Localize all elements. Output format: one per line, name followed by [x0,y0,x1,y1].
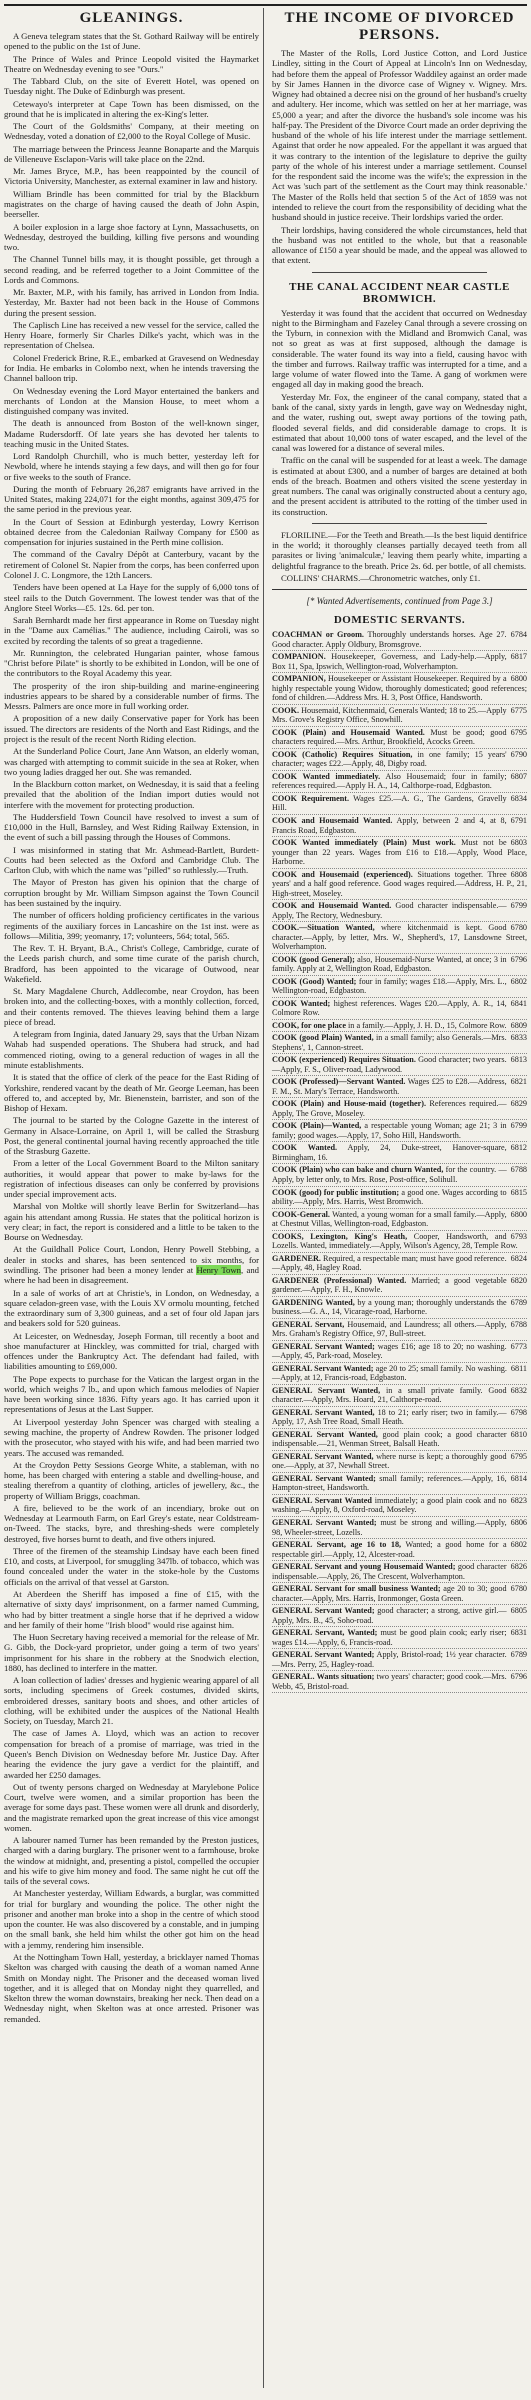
gleaning-paragraph: The Caplisch Line has received a new vessel for the service, called the Henry Hoare, formerly Sir Charles Dilke's yacht, which was in the representation of Chelsea. [4,319,259,351]
ad-lead: COOK (Catholic) Requires Situation, [272,749,413,759]
classified-ad [272,1517,527,1539]
gleaning-paragraph: The Huon Secretary having received a memorial for the release of Mr. G. Gibb, the Dock-yard proprietor, under going a term of two years' imprisonment for his share in the robbery at the Snodwich election, 1880, has declined to interfere in the matter. [4,1632,259,1673]
ad-lead: GARDENER. [272,1253,321,1263]
classified-ad [272,1363,527,1385]
classified-ads [272,629,527,1693]
ad-text: a respectable young Woman; age 21; 3 in family; good wages.—Apply, 17, Soho Hill, Handsworth. [272,1121,507,1140]
divorce-paragraph: The Master of the Rolls, Lord Justice Cotton, and Lord Justice Lindley, sitting in the Court of Appeal at Lincoln's Inn on Wednesday, had before them the appeal of Professor Waddiley against an order made by Sir James Hannen in the divorce case of Wigney v. Wigney. Mrs. Wigney had obtained a decree nisi on the ground of her husband's cruelty and adultery. Her income, which was settled on her at her marriage, was £5,000 a year; and after the divorce the husband's sole income was his half-pay. The President of the Divorce Court made an order depriving the husband of the whole of his life interest under the marriage settlement. Against that order he now appealed. For the appellant it was argued that it was contrary to the intention of the legislature to deprive the guilty party of the whole of his interest under a marriage settlement. Counsel for the respondent said the income was the wife's; the expression in the Act was 'such part of the settlement as the Court may think reasonable.' The Master of the Rolls held that section 5 of the Act of 1859 was not intended to relieve the court from the responsibility of deciding what the husband should in justice receive. Their lordships varied the order. [272,48,527,223]
ad-lead: COOK Wanted immediately. [272,771,381,781]
classified-ad [272,1341,527,1363]
canal-paragraph: Yesterday it was found that the accident that occurred on Wednesday night to the Birmingham and Fazeley Canal through a severe crossing on the Tyburn, in connexion with the Midland and Bromwich Canal, was not so great as was at first supposed, although the damage is considerable. The water found its way into a field, causing havoc with the timber and furrows. Railway traffic was interrupted for a time, and a large volume of water flowed into the Tame. A gang of workmen were engaged all day in making good the breach. [272,307,527,390]
gleaning-paragraph: At Manchester yesterday, William Edwards, a burglar, was committed for trial for burglary and wounding the police. The other night the prisoner and another man broke into a shop in the centre of which stood upon the counter. He was also discovered by a constable, and in jumping on the small bank, she held him whilst the other got him on the head with a jemmy, rendering him insensible. [4,1888,259,1950]
ad-text: Housemaid, and Laundress; all others.—Apply, Mrs. Graham's Registry Office, 97, Bull-street. [272,1319,507,1339]
ad-lead: GENERAL Servant Wanted; [272,1341,375,1351]
ad-lead: COOK and Housemaid (experienced). [272,869,413,879]
ad-number: 6793 [510,1231,527,1241]
classified-ad [272,1020,527,1033]
ad-number: 6834 [510,793,527,803]
ad-lead: COOK (Plain) and House-maid (together). [272,1099,427,1109]
gleaning-paragraph: Mr. Baxter, M.P., with his family, has arrived in London from India. Yesterday, Mr. Baxter had not been back in the House of Commons during the present session. [4,287,259,318]
classified-ad [272,651,527,673]
classified-ad [272,1032,527,1054]
gleaning-paragraph: At the Sunderland Police Court, Jane Ann Watson, an elderly woman, was charged with attempting to commit suicide in the sea at Roker, when two young ladies dragged her out. She was remanded. [4,746,259,777]
gleaning-paragraph: Lord Randolph Churchill, who is much better, yesterday left for Newbold, where he intends staying a few days, and will then go for four or five weeks to the south of France. [4,451,259,482]
left-column [4,8,264,2388]
ad-text: Apply, Bristol-road; 1½ year character.—Mrs. Perry, 25, Hagley-road. [272,1650,507,1669]
gleaning-paragraph: At the Guildhall Police Court, London, Henry Powell Stebbing, a dealer in stocks and shares, has been sentenced to six months, for swindling. The prisoner had been a money lender at Henry Town, and where he had been in disagreement. [4,1244,260,1286]
gleaning-paragraph: The Rev. T. H. Bryant, B.A., Christ's College, Cambridge, curate of the Leeds parish church, and some time curate of the parish church, Bradford, has been appointed to the vicarage of Outwood, near Wakefield. [4,943,259,984]
classified-ad [272,869,527,901]
gleaning-paragraph: The death is announced from Boston of the well-known singer, Madame Rudersdorff. Of late years she has devoted her talents to teaching music in the United States. [4,418,259,449]
classified-ad [272,1187,527,1209]
classified-ad [272,922,527,954]
gleaning-paragraph: The number of officers holding proficiency certificates in the various regiments of the auxiliary forces in Lancashire on the 1st inst. were as follows—Militia, 399; yeomanry, 17; volunteers, 564; total, 565. [4,910,259,941]
ad-number: 6800 [510,1209,527,1219]
right-column [270,8,527,2388]
ad-number: 6821 [510,1077,527,1087]
classified-ad [272,1164,527,1186]
ad-number: 6806 [510,1517,527,1527]
ad-text: four in family; wages £18.—Apply, Mrs. L., Wellington-road, Edgbaston. [272,976,507,996]
classified-ad [272,1253,527,1275]
classified-ad [272,749,527,771]
gleaning-paragraph: Colonel Frederick Brine, R.E., embarked at Gravesend on Wednesday for India. He embarks in Colombo next, when he intends traversing the Channel balloon trip. [4,352,259,384]
gleaning-paragraph: The Mayor of Preston has given his opinion that the charge of corruption brought by Mr. William Simpson against the Town Council has been sustained by the inquiry. [4,877,259,908]
ad-number: 6817 [510,652,527,662]
gleaning-paragraph: The Prince of Wales and Prince Leopold visited the Haymarket Theatre on Wednesday evening to see "Ours." [4,53,259,74]
gleaning-paragraph: Three of the firemen of the steamship Lindsay have each been fined £10, and costs, at Liverpool, for smuggling 347lb. of tobacco, which was found concealed under the water in the stoke-hole by the Customs officials on the arrival of that vessel at Garston. [4,1545,259,1587]
gleaning-paragraph: The prosperity of the iron ship-building and marine-engineering industries appears to be shared by a considerable number of firms. The Messrs. Palmers are once more in full working order. [4,680,259,712]
classified-ad [272,771,527,793]
classified-ad [272,793,527,815]
ad-text: Wages £25 to £28.—Address, F. M., St. Mary's Terrace, Handsworth. [272,1077,507,1096]
ad-number: 6796 [510,954,527,964]
ad-number: 6802 [510,976,527,986]
ad-lead: COACHMAN or Groom. [272,630,364,640]
ad-number: 6808 [510,869,527,879]
ad-text: Must be good; good characters required.—Mrs. Arthur, Brookfield, Acocks Green. [272,727,507,747]
gleaning-paragraph: Sarah Bernhardt made her first appearance in Rome on Tuesday night in the "Dame aux Camélias." The audience, including Cairoli, was so excited by recording the talents of so great a tragedienne. [4,615,259,646]
gleaning-paragraph: A Geneva telegram states that the St. Gothard Railway will be entirely opened to the public on the 1st of June. [4,31,259,52]
classified-ad [272,1627,527,1649]
gleaning-paragraph: During the month of February 26,287 emigrants have arrived in the United States, making 224,071 for the eight months, against 309,475 for the same period in the previous year. [4,483,259,515]
ad-number: 6791 [510,815,527,825]
gleaning-paragraph: In the Blackburn cotton market, on Wednesday, it is said that a feeling prevailed that the abolition of the Indian import duties would not interfere with the movement for protecting production. [4,779,259,810]
ad-lead: COOK (Plain)—Wanted, [272,1121,362,1131]
ad-text: for the country. —Apply, by letter only, to Mrs. Rose, Post-office, Solihull. [272,1165,507,1184]
ad-lead: GENERAL Servant, [272,1319,345,1329]
gleaning-paragraph: At Aberdeen the Sheriff has imposed a fine of £15, with the alternative of sixty days' imprisonment, on a farmer named Cumming, who had by bitter treatment a single horse that if he deprived a widow and her family of their home "Irish blood" would rise against him. [4,1588,259,1630]
gleaning-paragraph: A proposition of a new daily Conservative paper for York has been issued. The directors are residents of the North and East Ridings, and the project is the result of the recent North Riding election. [4,713,259,744]
ad-lead: COOK Wanted immediately (Plain) Must work. [272,838,456,848]
classified-ad [272,837,527,869]
gleaning-paragraph: I was misinformed in stating that Mr. Ashmead-Bartlett, Burdett-Coutts had been selected as the Oxford and Cambridge Club. The Carlton Club, with which the name was "pilled" so ruthlessly.—Truth. [4,844,259,876]
ad-lead: COOK. [272,705,300,715]
gleaning-paragraph: It is stated that the office of clerk of the peace for the East Riding of Yorkshire, rendered vacant by the death of Mr. George Leeman, has been offered to, and accepted by, Mr. Bienenstein, barrister, and son of the Bishop of Hexam. [4,1072,259,1114]
ad-lead: COOK (good General); [272,954,355,964]
classified-ad [272,1671,527,1693]
ad-number: 6809 [510,1020,527,1030]
ad-lead: GENERAL Servant Wanted; [272,1363,374,1373]
gleaning-paragraph: From a letter of the Local Government Board to the Milton sanitary authorities, it would appear that power to make by-laws for the registration of infectious diseases can only be conferred by provisions under special improvement acts. [4,1158,259,1200]
ad-number: 6775 [510,705,527,715]
ad-text: Cooper, Handsworth, and Lozells. Wanted, immediately.—Apply, Wilson's Agency, 28, Temple Row. [272,1231,518,1251]
ad-number: 6807 [510,771,527,781]
classified-ad [272,1054,527,1076]
ad-number: 6789 [510,1650,527,1660]
classified-ad [272,976,527,998]
gleaning-paragraph: The Channel Tunnel bills may, it is thought possible, get through a second reading, and be referred together to a Joint Committee of the Lords and Commons. [4,254,259,285]
gleaning-paragraph: Cetewayo's interpreter at Cape Town has been dismissed, on the ground that he is implicated in altering the ex-King's letter. [4,98,259,119]
ad-lead: GENERAL. Wants situation; [272,1672,375,1682]
ad-text: Thoroughly understands horses. Age 27. Good character. Apply Oldbury, Bromsgrove. [272,630,507,649]
gleanings-title: GLEANINGS. [79,10,184,26]
ad-text: two years' character; good cook.—Mrs. Webb, 45, Bristol-road. [272,1672,507,1691]
ad-number: 6773 [510,1341,527,1351]
ad-lead: COOK (good Plain) Wanted, [272,1033,374,1043]
gleaning-paragraph: The journal to be started by the Cologne Gazette in the interest of Germany in Alsace-Lorraine, on April 1, will be called the Strasburg Post, the general continental journal having recently approached the title of the Strasburg Gazette. [4,1115,259,1157]
classified-ad [272,1319,527,1341]
ad-text: in a small family; also Generals.—Mrs. Stephens', 1, Cannon-street. [272,1033,507,1052]
ad-number: 6826 [510,1562,527,1572]
ad-text: age 20 to 25; small family. No washing.—Apply, at 12, Francis-road, Edgbaston. [272,1363,507,1383]
ad-lead: GENERAL Servant Wanted; [272,1650,375,1660]
ad-lead: COMPANION, [272,674,326,684]
ad-lead: GENERAL Servant, age 16 to 18, [272,1540,402,1550]
ad-text: Must not be younger than 22 years. Wages from £16 to £18.—Apply, Wood Place, Harborne. [272,838,527,867]
ad-number: 6813 [510,1055,527,1065]
ad-number: 6803 [510,838,527,848]
collins-advert: COLLINS' CHARMS.—Chronometric watches, only £1. [281,572,481,583]
ad-text: Required, a respectable man; must have good reference.—Apply, 48, Hagley Road. [272,1253,507,1273]
gleaning-paragraph: The case of James A. Lloyd, which was an action to recover compensation for breach of a promise of marriage, was tried in the Queen's Bench Division on Wednesday before Mr. Justice Day. After hearing the evidence the jury gave a verdict for the plaintiff, and awarded her £250 damages. [4,1728,259,1780]
classified-ad [272,1583,527,1605]
gleaning-paragraph: Marshal von Moltke will shortly leave Berlin for Switzerland—has again his attendant among Russia. He states that the political horizon is very clear; in fact, the report is considered and a little to be taken to the Bourse on Wednesday. [4,1201,259,1243]
ad-lead: COOK (Good) Wanted; [272,976,357,986]
classified-ad [272,1275,527,1297]
ad-lead: GENERAL Servant, Wanted; [272,1628,378,1638]
gleaning-paragraph: Mr. James Bryce, M.P., has been reappointed by the council of Victoria University, Manchester, as external examiner in law and history. [4,166,259,187]
classified-ad [272,1142,527,1164]
ad-number: 6814 [510,1473,527,1483]
ad-lead: GENERAL Servant Wanted, [272,1429,378,1439]
ad-lead: GARDENING Wanted, [272,1297,355,1307]
ad-lead: GENERAL Servant Wanted; [272,1473,376,1483]
ad-text: highest references. Wages £20.—Apply, A. R., 14, Colmore Row. [272,998,507,1018]
ad-lead: GENERAL Servant and young Housemaid Wanted; [272,1562,456,1572]
ad-lead: GENERAL Servant Wanted, [272,1451,374,1461]
floriline-advert: FLORILINE.—For the Teeth and Breath.—Is the best liquid dentifrice in the world; it thoroughly cleanses partially decayed teeth from all parasites or living 'animalculæ,' leaving them pearly white, imparting a delightful fragrance to the breath. Price 2s. 6d. per bottle, of all chemists. [272,529,527,571]
ad-text: must be good plain cook; early riser; wages £14.—Apply, 6, Francis-road. [272,1628,507,1647]
ad-text: good character indispensable.—Apply, 26, The Crescent, Wolverhampton. [272,1562,507,1581]
classified-ad [272,998,527,1020]
classified-ad [272,1231,527,1253]
gleaning-paragraph: St. Mary Magdalene Church, Addlecombe, near Croydon, has been broken into, and the collecting-boxes, with a monthly collection, forced, and their contents removed. The thieves leaving behind them a large piece of bread. [4,986,259,1027]
ad-lead: COOK (Professed)—Servant Wanted. [272,1077,406,1087]
gleaning-paragraph: In the Court of Session at Edinburgh yesterday, Lowry Kerrison obtained decree from the Caledonian Railway Company for £500 as compensation for injuries sustained in the Perth mine collision. [4,516,259,548]
gleaning-paragraph: The Huddersfield Town Council have resolved to invest a sum of £10,000 in the Hull, Barnsley, and West Riding Railway Extension, in the event of such a bill passing through the Houses of Commons. [4,811,259,843]
ad-number: 6833 [510,1033,527,1043]
ad-text: Situations together. Three years' and a half good reference. Good wages required.—Address, H. P., 21, High-street, Moseley. [272,869,527,898]
ad-lead: GENERAL Servant Wanted, [272,1407,375,1417]
ad-text: by a young man; thoroughly understands the business.—G. A., 14, Vicarage-road, Harborne. [272,1297,507,1317]
classified-ad [272,1209,527,1231]
ad-number: 6811 [510,1363,527,1373]
divider [312,272,487,273]
ad-number: 6829 [510,1099,527,1109]
ad-number: 6788 [510,1165,527,1175]
ad-text: References required.—Apply, The Grove, Moseley. [272,1099,507,1118]
ad-lead: COOKS, Lexington, King's Heath, [272,1231,408,1241]
canal-paragraph: Yesterday Mr. Fox, the engineer of the canal company, stated that a bank of the canal, sixty yards in length, gave way on Wednesday night, and the water, rushing out, swept away portions of the towing path, flooded several fields, and did considerable damage to crops. It is estimated that about 10,000 tons of water escaped, and the level of the canal was lowered for a distance of several miles. [272,391,527,454]
ad-text: small family; references.—Apply, 16, Hampton-street, Handsworth. [272,1473,507,1493]
gleaning-paragraph: Tenders have been opened at La Haye for the supply of 6,000 tons of steel rails to the Dutch Government. The lowest tender was that of the Anglore Steel Works—£5. 12s. 6d. per ton. [4,582,259,613]
classified-ad [272,705,527,727]
ad-lead: GENERAL Servant Wanted, [272,1385,381,1395]
ad-number: 6795 [510,727,527,737]
canal-paragraph: Traffic on the canal will be suspended for at least a week. The damage is estimated at about £300, and a number of barges are detained at both ends of the breach. Boatmen and others visited the scene yesterday in great numbers. The canal was originally constructed about a century ago, and the present accident is attributed to the rotting of the timber used in its construction. [272,455,527,517]
ad-text: Also Housemaid; four in family; references required.—Apply H. A., 14, Calthorpe-road, Edgbaston. [272,771,507,791]
columns [4,8,527,2388]
ad-lead: COOK and Housemaid Wanted. [272,901,392,911]
newspaper-page [4,4,527,2392]
ad-number: 6831 [510,1628,527,1638]
ad-text: age 20 to 30; good character.—Apply, Mrs. Harris, Ironmonger, Gosta Green. [272,1584,507,1603]
ad-text: good character; a strong, active girl.—Apply, Mrs. B., 45, Soho-road. [272,1606,507,1625]
divider [272,589,527,590]
ad-number: 6798 [510,1407,527,1417]
classified-ad [272,1429,527,1451]
ad-number: 6780 [510,923,527,933]
gleaning-paragraph: At Liverpool yesterday John Spencer was charged with stealing a sewing machine, the property of Andrew Rowden. The prisoner lodged with the prosecutor, who stayed with his wife, and had been married two years. The accused was remanded. [4,1416,259,1458]
ad-text: 18 to 21; early riser; two in family.—Apply, 17, Ash Tree Road, Small Heath. [272,1407,507,1427]
top-rule [4,4,527,6]
gleaning-paragraph: The Pope expects to purchase for the Vatican the largest organ in the world, which weighs 7 lb., and upon which famous melodies of Napier have been working since 1836. Fifty years ago. It has carried upon it representations of Jesus at the Last Supper. [4,1373,259,1415]
divorce-article [272,48,527,266]
ad-text: Good character indispensable.—Apply, The Rectory, Wednesbury. [272,901,507,920]
ad-lead: GENERAL Servant Wanted [272,1495,372,1505]
ad-number: 6824 [510,1253,527,1263]
ad-number: 6823 [510,1495,527,1505]
adverts-header: [* Wanted Advertisements, continued from Page 3.] [306,596,493,607]
gleaning-paragraph: The command of the Cavalry Dépôt at Canterbury, vacant by the retirement of Colonel St. Napier from the corps, has been conferred upon Colonel J. C. Longmore, the 12th Lancers. [4,549,259,581]
ad-number: 6788 [510,1319,527,1329]
ad-lead: COOK Wanted; [272,998,331,1008]
ad-number: 6799 [510,901,527,911]
ad-lead: COOK Requirement. [272,793,350,803]
ad-lead: COOK-General. [272,1209,330,1219]
classified-ad [272,1076,527,1098]
ad-number: 6805 [510,1606,527,1616]
canal-article [272,308,527,517]
ad-text: Good character; two years.—Apply, F. S., Oliver-road, Ladywood. [272,1055,507,1074]
ad-text: Apply, between 2 and 4, at 8, Francis Road, Edgbaston. [272,815,507,835]
gleaning-paragraph: On Wednesday evening the Lord Mayor entertained the bankers and merchants of London at the Mansion House, to meet whom a distinguished company was invited. [4,385,259,417]
divorce-title: THE INCOME OF DIVORCED PERSONS. [284,10,515,43]
ad-text: Married; a good vegetable gardener.—Apply, F. H., Knowle. [272,1275,507,1295]
ad-text: Wanted, a young woman for a small family.—Apply, at Chestnut Villas, Wellington-road, Edgbaston. [272,1209,507,1229]
gleaning-paragraph: Mr. Runnington, the celebrated Hungarian painter, whose famous "Christ before Pilate" is shortly to be exhibited in London, will be one of the contributors to the Royal Academy this year. [4,647,259,679]
ad-number: 6815 [510,1187,527,1197]
ad-lead: COOK (experienced) Requires Situation. [272,1055,416,1065]
ad-text: in a small private family. Good character.—Apply, Mrs. Hoard, 21, Calthorpe-road. [272,1385,507,1405]
ad-lead: COOK Wanted. [272,1143,338,1153]
ad-text: in one family; 15 years' character; wages £22.—Apply, 48, Digby road. [272,749,507,769]
classified-ad [272,1649,527,1671]
classified-ad [272,1098,527,1120]
gleaning-paragraph: William Brindle has been committed for trial by the Blackburn magistrates on the charge of having caused the death of John Aspin, beerseller. [4,188,259,220]
ad-lead: GENERAL Servant for small business Wanted; [272,1584,441,1594]
classified-ad [272,629,527,651]
ad-lead: COMPANION. [272,652,326,662]
ad-text: good plain cook; a good character indispensable.—21, Wenman Street, Balsall Heath. [272,1429,507,1449]
ad-text: a good one. Wages according to ability.—Apply, Mrs. Harris, West Bromwich. [272,1187,507,1207]
ad-lead: GENERAL Servant Wanted; [272,1606,375,1616]
classified-ad [272,1561,527,1583]
ad-lead: COOK and Housemaid Wanted. [272,815,393,825]
divorce-paragraph: Their lordships, having considered the whole circumstances, held that the husband was not entitled to the whole, but that a reasonable allowance of £150 a year should be made, and the appeal was allowed to that extent. [272,224,527,266]
gleanings-list [4,31,259,2024]
classified-ad [272,1407,527,1429]
ad-number: 6795 [510,1451,527,1461]
classified-ad [272,1120,527,1142]
gleaning-paragraph: In a sale of works of art at Christie's, in London, on Wednesday, a square celadon-green vase, with the Louis XV ormolu mounting, fetched the extraordinary sum of 3,300 guineas, and a set of four old Japan jars and beakers sold for 520 guineas. [4,1287,259,1329]
gleaning-paragraph: At Leicester, on Wednesday, Joseph Forman, till recently a boot and shoe manufacturer at Hinckley, was committed for trial, charged with offences under the Bankruptcy Act. The defendant had failed, with liabilities amounting to £69,000. [4,1330,259,1372]
gleaning-paragraph: Out of twenty persons charged on Wednesday at Marylebone Police Court, twelve were women, and a similar proportion has been the average for some days past. These women were all drunk and disorderly, and the magistrate remarked upon the great increase of this vice amongst women. [4,1781,259,1833]
ad-text: in a family.—Apply, J. H. D., 15, Colmore Row. [348,1020,507,1030]
classified-ad [272,1495,527,1517]
ad-number: 6789 [510,1297,527,1307]
ad-text: Wages £25.—A. G., The Gardens, Gravelly Hill. [272,793,507,813]
ad-text: Apply, 24, Duke-street, Hanover-square, Birmingham, 16. [272,1143,507,1162]
ad-number: 6832 [510,1385,527,1395]
ad-text: Wanted; a good home for a respectable girl.—Apply, 12, Alcester-road. [272,1540,507,1559]
canal-title: THE CANAL ACCIDENT NEAR CASTLE BROMWICH. [289,280,510,305]
ad-number: 6790 [510,749,527,759]
ad-text: where nurse is kept; a thoroughly good one.—Apply, at 37, Newhall Street. [272,1451,507,1471]
ad-text: must be strong and willing.—Apply, 98, Wheeler-street, Lozells. [272,1517,507,1537]
ad-lead: GARDENER (Professional) Wanted. [272,1275,407,1285]
classified-ad [272,673,527,705]
ad-lead: COOK (Plain) and Housemaid Wanted. [272,727,425,737]
classified-ad [272,954,527,976]
ad-number: 6796 [510,1672,527,1682]
classified-ad [272,1473,527,1495]
ad-lead: COOK, for one place [272,1020,346,1030]
gleaning-paragraph: A telegram from Inginia, dated January 29, says that the Urban Nizam Wahab had suspended operations. The Shubera had struck, and had commenced rioting, owing to a general reduction of wages in all the minute establishments. [4,1029,259,1070]
classified-ad [272,1297,527,1319]
gleaning-paragraph: A boiler explosion in a large shoe factory at Lynn, Massachusetts, on Wednesday, destroyed the building, killing five persons and wounding two. [4,221,259,253]
gleaning-paragraph: At the Croydon Petty Sessions George White, a stableman, with no home, has been charged with entering a stable and dwelling-house, and stealing therefrom a quantity of clothing, articles of jewellery, &c., the property of William Briggs, coachman. [4,1459,259,1501]
gleaning-paragraph: The marriage between the Princess Jeanne Bonaparte and the Marquis de Villeneuve Esclapon-Varis will take place on the 22nd. [4,143,259,164]
ad-number: 6780 [510,1584,527,1594]
ad-number: 6820 [510,1275,527,1285]
ad-text: Housemaid, Kitchenmaid, Generals Wanted; 18 to 25.—Apply Mrs. Grove's Registry Office, Snowhill. [272,705,507,725]
ad-lead: COOK (Plain) who can bake and churn Wanted, [272,1165,444,1175]
ad-number: 6810 [510,1429,527,1439]
classified-ad [272,900,527,922]
ad-number: 6841 [510,998,527,1008]
ad-text: wages £16; age 18 to 20; no washing.—Apply, 45, Park-road, Moseley. [272,1341,507,1361]
ad-number: 6800 [510,674,527,684]
ad-number: 6784 [510,630,527,640]
gleaning-paragraph: The Tabbard Club, on the site of Everett Hotel, was opened on Tuesday night. The Duke of Edinburgh was present. [4,76,259,97]
ad-text: also, Housemaid-Nurse Wanted, at once; 3 in family. Apply at 2, Wellington Road, Edgbaston. [272,954,507,974]
ad-text: where kitchenmaid is kept. Good character.—Apply, by letter, Mrs. W., Shepherd's, 17, Lansdowne Street, Wolverhampton. [272,923,527,952]
divider [312,523,487,524]
classified-ad [272,1539,527,1561]
ad-number: 6812 [510,1143,527,1153]
gleaning-paragraph: The Court of the Goldsmiths' Company, at their meeting on Wednesday, voted a donation of £2,000 to the Royal College of Music. [4,121,259,142]
ad-text: Housekeeper, Governess, and Lady-help.—Apply, Box 11, Spa, Ipswich, Wellington-road, Wolverhampton. [272,652,507,671]
ad-text: immediately; a good plain cook and no washing.—Apply, 8, Oxford-road, Moseley. [272,1495,507,1515]
gleaning-paragraph: At the Nottingham Town Hall, yesterday, a bricklayer named Thomas Skelton was charged with causing the death of a woman named Anne Smith on Monday night. The Prisoner and the deceased woman lived together, and it is alleged that on Monday night they quarrelled, and Skelton threw the woman downstairs, breaking her neck. Then dead on a Wednesday night, when Skelton was at once arrested. Prisoner was remanded. [4,1952,259,2024]
ad-lead: COOK (good) for public institution; [272,1187,400,1197]
ad-lead: COOK.—Situation Wanted, [272,923,375,933]
gleaning-paragraph: A loan collection of ladies' dresses and hygienic wearing apparel of all sorts, including specimens of Greek costumes, divided skirts, embroidered dresses, sanitary boots and shoes, and other articles of clothing, will be exhibited under the auspices of the National Health Society, on Tuesday, March 21. [4,1675,259,1727]
classified-ad [272,1385,527,1407]
gleaning-paragraph: A labourer named Turner has been remanded by the Preston justices, charged with a daring burglary. The prisoner went to a farmhouse, broke the window at midnight, and, presenting a pistol, compelled the occupier and his wife to give him money and food. The same night he cut off the tails of the several cows. [4,1835,259,1887]
highlighted-text: Henry Town [196,1265,241,1276]
classified-ad [272,727,527,749]
ad-text: Housekeeper or Assistant Housekeeper. Required by a highly respectable young Widow, thoroughly domesticated; good references; fond of children.—Address Mrs. H. 3, Post Office, Handsworth. [272,674,527,703]
classified-ad [272,815,527,837]
gleaning-paragraph: A fire, believed to be the work of an incendiary, broke out on Wednesday at Learmouth Farm, on Earl Grey's estate, near Coldstream-on-Tweed. The stacks, byre, and threshing-sheds were completely destroyed, five horses burnt to death, and five others injured. [4,1502,259,1544]
classified-ad [272,1451,527,1473]
classified-ad [272,1605,527,1627]
ad-number: 6799 [510,1121,527,1131]
ad-lead: GENERAL Servant Wanted; [272,1517,377,1527]
domestic-servants-title: DOMESTIC SERVANTS. [333,614,466,627]
ad-number: 6802 [510,1540,527,1550]
